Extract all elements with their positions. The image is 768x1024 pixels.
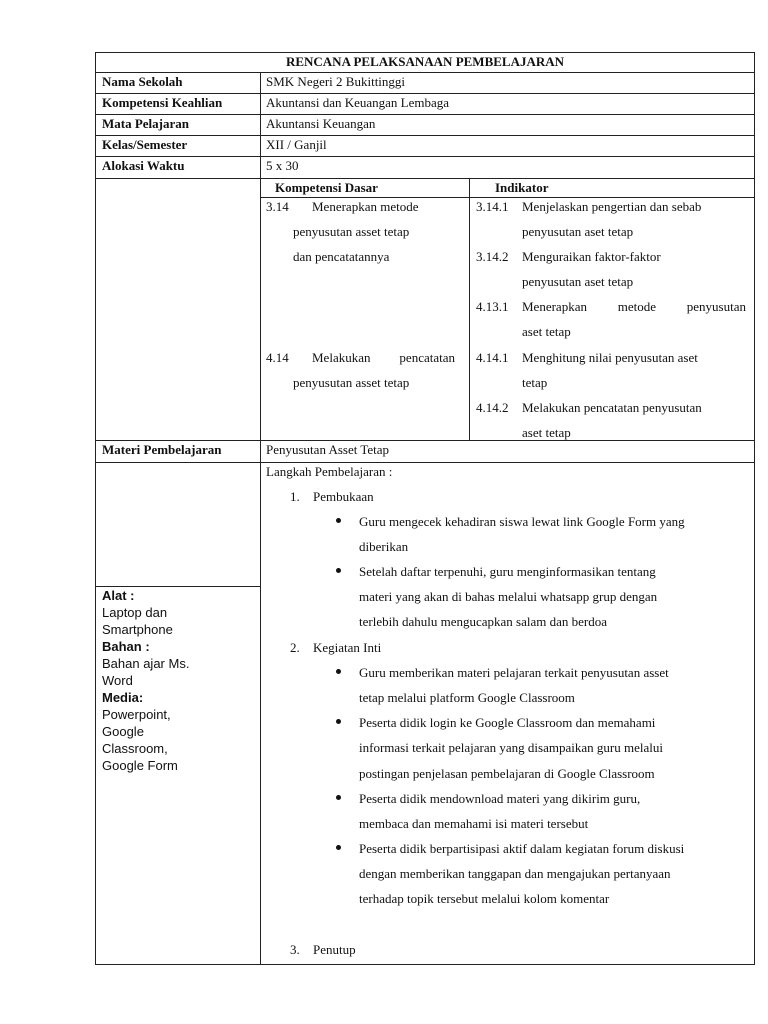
indikator-text: Menerapkan metode penyusutan [522, 299, 746, 314]
bullet-text: Guru mengecek kehadiran siswa lewat link Google Form yang [359, 514, 685, 529]
indikator-text: aset tetap [522, 425, 571, 440]
bullet-text: postingan penjelasan pembelajaran di Google Classroom [359, 766, 655, 781]
bullet-icon [336, 795, 341, 800]
bullet-text: Peserta didik mendownload materi yang dikirim guru, [359, 791, 641, 806]
kd-number: 4.14 [266, 350, 289, 365]
bullet-text: terlebih dahulu mengucapkan salam dan berdoa [359, 614, 607, 629]
label-kompetensi-keahlian: Kompetensi Keahlian [102, 95, 223, 110]
media-item: Google Form [102, 758, 178, 773]
bullet-icon [336, 518, 341, 523]
value-kelas-semester: XII / Ganjil [266, 137, 327, 152]
bullet-icon [336, 669, 341, 674]
bullet-icon [336, 568, 341, 573]
bullet-icon [336, 719, 341, 724]
value-kompetensi-keahlian: Akuntansi dan Keuangan Lembaga [266, 95, 450, 110]
kd-text: Menerapkan metode [312, 199, 419, 214]
indikator-text: penyusutan aset tetap [522, 224, 634, 239]
step-title: Kegiatan Inti [313, 640, 382, 655]
indikator-number: 3.14.2 [476, 249, 509, 264]
kd-text: penyusutan asset tetap [293, 224, 410, 239]
media-item: Google [102, 724, 144, 739]
indikator-text: Menghitung nilai penyusutan aset [522, 350, 698, 365]
langkah-title: Langkah Pembelajaran : [266, 464, 393, 479]
step-number: 2. [290, 640, 300, 655]
alat-label: Alat : [102, 588, 135, 603]
value-alokasi-waktu: 5 x 30 [266, 158, 299, 173]
label-alokasi-waktu: Alokasi Waktu [102, 158, 185, 173]
media-item: Powerpoint, [102, 707, 171, 722]
bullet-text: informasi terkait pelajaran yang disampaikan guru melalui [359, 740, 663, 755]
kd-text: penyusutan asset tetap [293, 375, 410, 390]
alat-bahan-media [102, 587, 189, 774]
indikator-header: Indikator [495, 180, 549, 195]
bahan-item: Bahan ajar Ms. [102, 656, 190, 671]
kd-header: Kompetensi Dasar [275, 180, 378, 195]
indikator-number: 3.14.1 [476, 199, 509, 214]
bullet-text: dengan memberikan tanggapan dan mengajukan pertanyaan [359, 866, 671, 881]
label-kelas-semester: Kelas/Semester [102, 137, 188, 152]
bullet-text: tetap melalui platform Google Classroom [359, 690, 575, 705]
value-mata-pelajaran: Akuntansi Keuangan [266, 116, 376, 131]
indikator-text: Melakukan pencatatan penyusutan [522, 400, 702, 415]
indikator-text: Menjelaskan pengertian dan sebab [522, 199, 702, 214]
bullet-text: membaca dan memahami isi materi tersebut [359, 816, 589, 831]
step-title: Penutup [313, 942, 356, 957]
bullet-text: Setelah daftar terpenuhi, guru menginformasikan tentang [359, 564, 656, 579]
indikator-text: penyusutan aset tetap [522, 274, 634, 289]
bullet-text: Peserta didik berpartisipasi aktif dalam kegiatan forum diskusi [359, 841, 685, 856]
label-mata-pelajaran: Mata Pelajaran [102, 116, 190, 131]
step-number: 3. [290, 942, 300, 957]
label-nama-sekolah: Nama Sekolah [102, 74, 183, 89]
media-label: Media: [102, 690, 144, 705]
bullet-icon [336, 845, 341, 850]
indikator-text: tetap [522, 375, 548, 390]
kd-number: 3.14 [266, 199, 289, 214]
bahan-item: Word [102, 673, 133, 688]
alat-item: Smartphone [102, 622, 173, 637]
bullet-text: terhadap topik tersebut melalui kolom komentar [359, 891, 610, 906]
kd-text: Melakukan pencatatan [312, 350, 455, 365]
step-number: 1. [290, 489, 300, 504]
bullet-text: Guru memberikan materi pelajaran terkait penyusutan asset [359, 665, 669, 680]
bullet-text: materi yang akan di bahas melalui whatsapp grup dengan [359, 589, 658, 604]
indikator-text: Menguraikan faktor-faktor [522, 249, 661, 264]
bullet-text: Peserta didik login ke Google Classroom dan memahami [359, 715, 656, 730]
media-item: Classroom, [102, 741, 168, 756]
indikator-text: aset tetap [522, 324, 571, 339]
step-title: Pembukaan [313, 489, 374, 504]
page-title: RENCANA PELAKSANAAN PEMBELAJARAN [285, 54, 565, 69]
value-materi-pembelajaran: Penyusutan Asset Tetap [266, 442, 390, 457]
value-nama-sekolah: SMK Negeri 2 Bukittinggi [266, 74, 406, 89]
indikator-number: 4.14.1 [476, 350, 509, 365]
kd-text: dan pencatatannya [293, 249, 390, 264]
bullet-text: diberikan [359, 539, 409, 554]
bahan-label: Bahan : [102, 639, 150, 654]
alat-item: Laptop dan [102, 605, 168, 620]
indikator-number: 4.14.2 [476, 400, 509, 415]
label-materi-pembelajaran: Materi Pembelajaran [102, 442, 222, 457]
indikator-number: 4.13.1 [476, 299, 509, 314]
